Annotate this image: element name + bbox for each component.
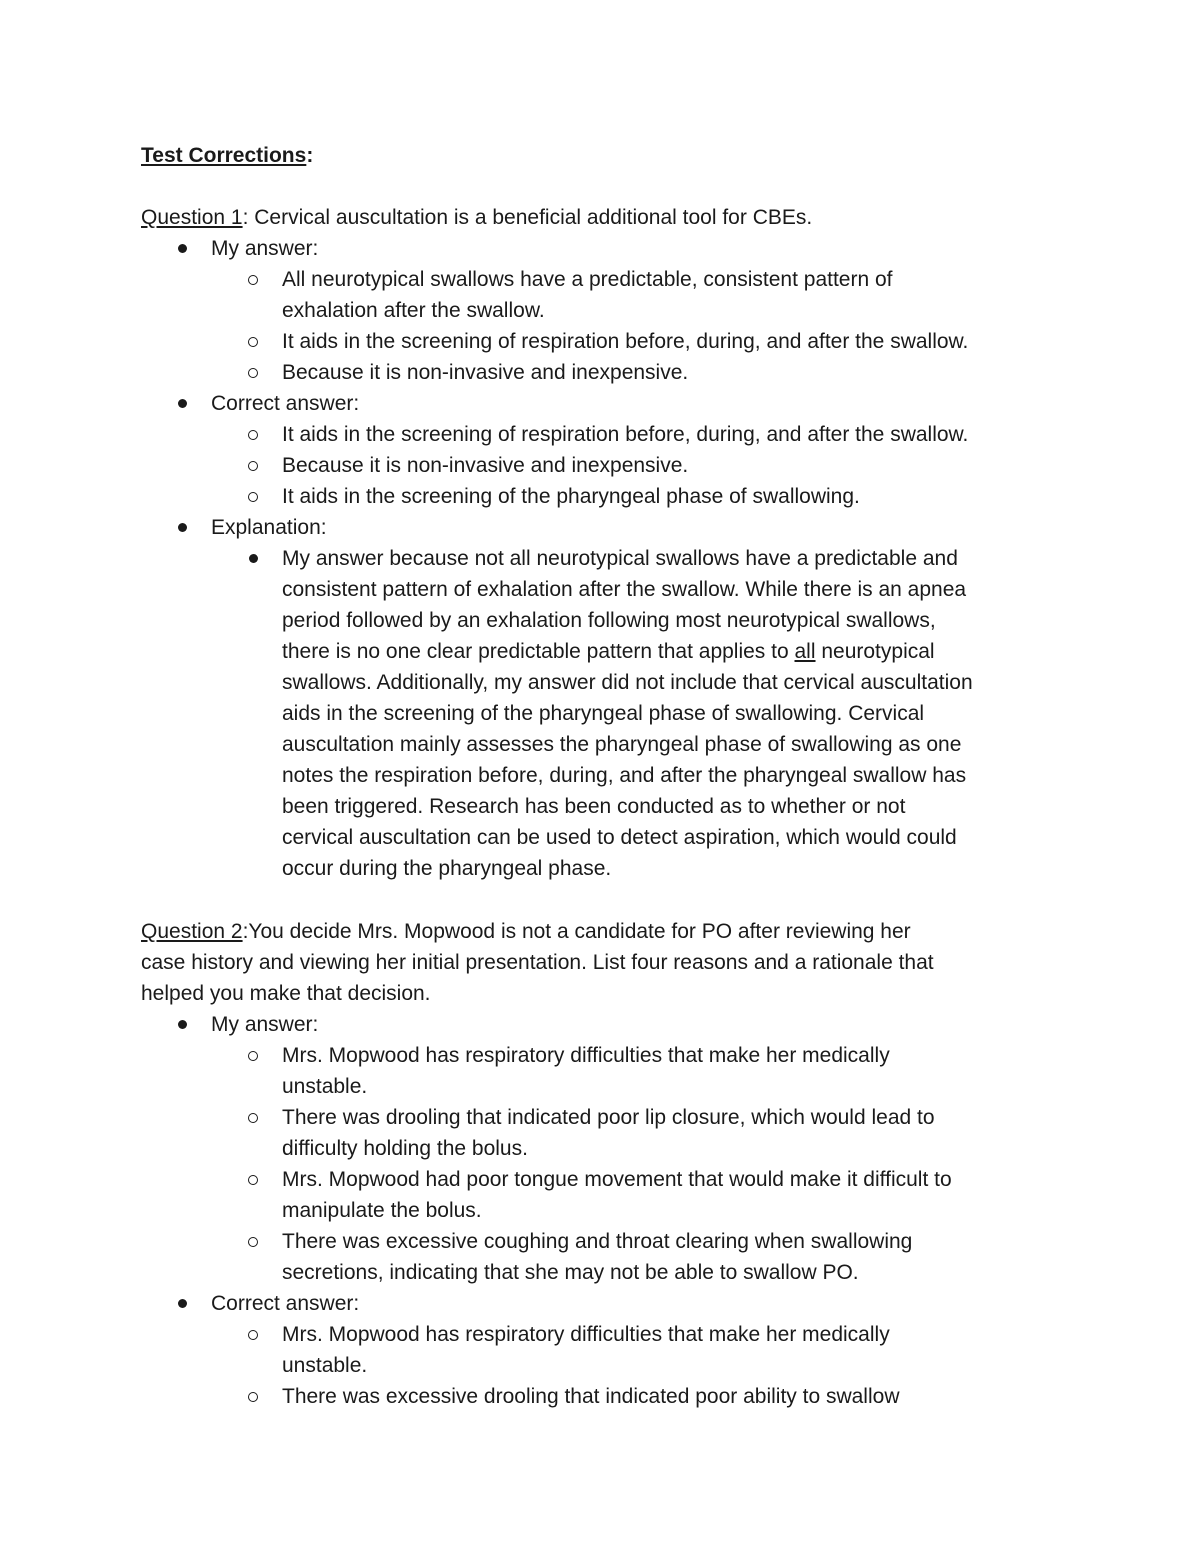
q1-explanation-line-1: My answer because not all neurotypical swallows have a predictable and — [282, 547, 958, 570]
q1-correct-answer-label: Correct answer: — [211, 392, 360, 415]
q1-correct-answer-2: Because it is non-invasive and inexpensive. — [282, 454, 689, 477]
q1-explanation-line-7: auscultation mainly assesses the pharyngeal phase of swallowing as one — [282, 733, 962, 756]
title-text: Test Corrections — [141, 144, 307, 167]
q1-explanation-line-4-post: neurotypical — [815, 640, 935, 663]
bullet-circle-icon — [248, 1237, 258, 1247]
bullet-circle-icon — [248, 275, 258, 285]
bullet-circle-icon — [248, 1392, 258, 1402]
question-2-label: Question 2 — [141, 920, 243, 943]
bullet-circle-icon — [248, 1330, 258, 1340]
bullet-circle-icon — [248, 461, 258, 471]
q1-explanation-line-8: notes the respiration before, during, and after the pharyngeal swallow has — [282, 764, 967, 787]
q2-my-answer-1a: Mrs. Mopwood has respiratory difficulties that make her medically — [282, 1044, 890, 1067]
bullet-circle-icon — [248, 1175, 258, 1185]
bullet-circle-icon — [248, 430, 258, 440]
q1-explanation-line-6: aids in the screening of the pharyngeal phase of swallowing. Cervical — [282, 702, 925, 725]
q2-correct-answer-2a: There was excessive drooling that indicated poor ability to swallow — [282, 1385, 900, 1408]
q1-explanation-line-10: cervical auscultation can be used to detect aspiration, which would could — [282, 826, 957, 849]
question-2 — [141, 916, 911, 947]
question-2-prompt-3: helped you make that decision. — [141, 982, 431, 1005]
bullet-disc-icon — [178, 523, 187, 532]
q2-my-answer-2a: There was drooling that indicated poor lip closure, which would lead to — [282, 1106, 935, 1129]
bullet-circle-icon — [248, 337, 258, 347]
bullet-disc-icon — [178, 1299, 187, 1308]
q1-explanation-label: Explanation: — [211, 516, 327, 539]
title-colon: : — [306, 144, 314, 167]
q1-explanation-line-4-emphasis: all — [794, 640, 816, 663]
question-1 — [141, 202, 812, 233]
bullet-disc-icon — [178, 1020, 187, 1029]
q1-my-answer-2: It aids in the screening of respiration before, during, and after the swallow. — [282, 330, 969, 353]
q1-my-answer-label: My answer: — [211, 237, 319, 260]
q2-my-answer-4b: secretions, indicating that she may not be able to swallow PO. — [282, 1261, 859, 1284]
q1-correct-answer-1: It aids in the screening of respiration before, during, and after the swallow. — [282, 423, 969, 446]
q1-explanation-line-9: been triggered. Research has been conducted as to whether or not — [282, 795, 906, 818]
question-1-label: Question 1 — [141, 206, 243, 229]
q2-my-answer-1b: unstable. — [282, 1075, 368, 1098]
q2-my-answer-2b: difficulty holding the bolus. — [282, 1137, 528, 1160]
q1-my-answer-1b: exhalation after the swallow. — [282, 299, 545, 322]
q2-my-answer-label: My answer: — [211, 1013, 319, 1036]
q1-explanation-line-2: consistent pattern of exhalation after the swallow. While there is an apnea — [282, 578, 967, 601]
bullet-disc-icon — [178, 244, 187, 253]
bullet-circle-icon — [248, 492, 258, 502]
question-2-prompt-1: :You decide Mrs. Mopwood is not a candidate for PO after reviewing her — [242, 920, 911, 943]
q1-correct-answer-3: It aids in the screening of the pharyngeal phase of swallowing. — [282, 485, 860, 508]
bullet-circle-icon — [248, 1051, 258, 1061]
q2-correct-answer-1b: unstable. — [282, 1354, 368, 1377]
q2-correct-answer-label: Correct answer: — [211, 1292, 360, 1315]
question-2-prompt-2: case history and viewing her initial presentation. List four reasons and a rationale that — [141, 951, 934, 974]
bullet-disc-icon — [178, 399, 187, 408]
bullet-circle-icon — [248, 1113, 258, 1123]
q1-explanation-line-3: period followed by an exhalation following most neurotypical swallows, — [282, 609, 936, 632]
q1-explanation-line-4-pre: there is no one clear predictable pattern that applies to — [282, 640, 795, 663]
q2-correct-answer-1a: Mrs. Mopwood has respiratory difficulties that make her medically — [282, 1323, 890, 1346]
q2-my-answer-3b: manipulate the bolus. — [282, 1199, 482, 1222]
q1-explanation-line-11: occur during the pharyngeal phase. — [282, 857, 612, 880]
document-title — [141, 140, 313, 171]
q2-my-answer-3a: Mrs. Mopwood had poor tongue movement that would make it difficult to — [282, 1168, 952, 1191]
q1-my-answer-1a: All neurotypical swallows have a predictable, consistent pattern of — [282, 268, 893, 291]
bullet-disc-icon — [249, 554, 258, 563]
q1-explanation-line-4 — [282, 636, 935, 667]
q1-explanation-line-5: swallows. Additionally, my answer did not include that cervical auscultation — [282, 671, 973, 694]
bullet-circle-icon — [248, 368, 258, 378]
q1-my-answer-3: Because it is non-invasive and inexpensive. — [282, 361, 689, 384]
q2-my-answer-4a: There was excessive coughing and throat clearing when swallowing — [282, 1230, 913, 1253]
question-1-prompt: : Cervical auscultation is a beneficial additional tool for CBEs. — [242, 206, 813, 229]
